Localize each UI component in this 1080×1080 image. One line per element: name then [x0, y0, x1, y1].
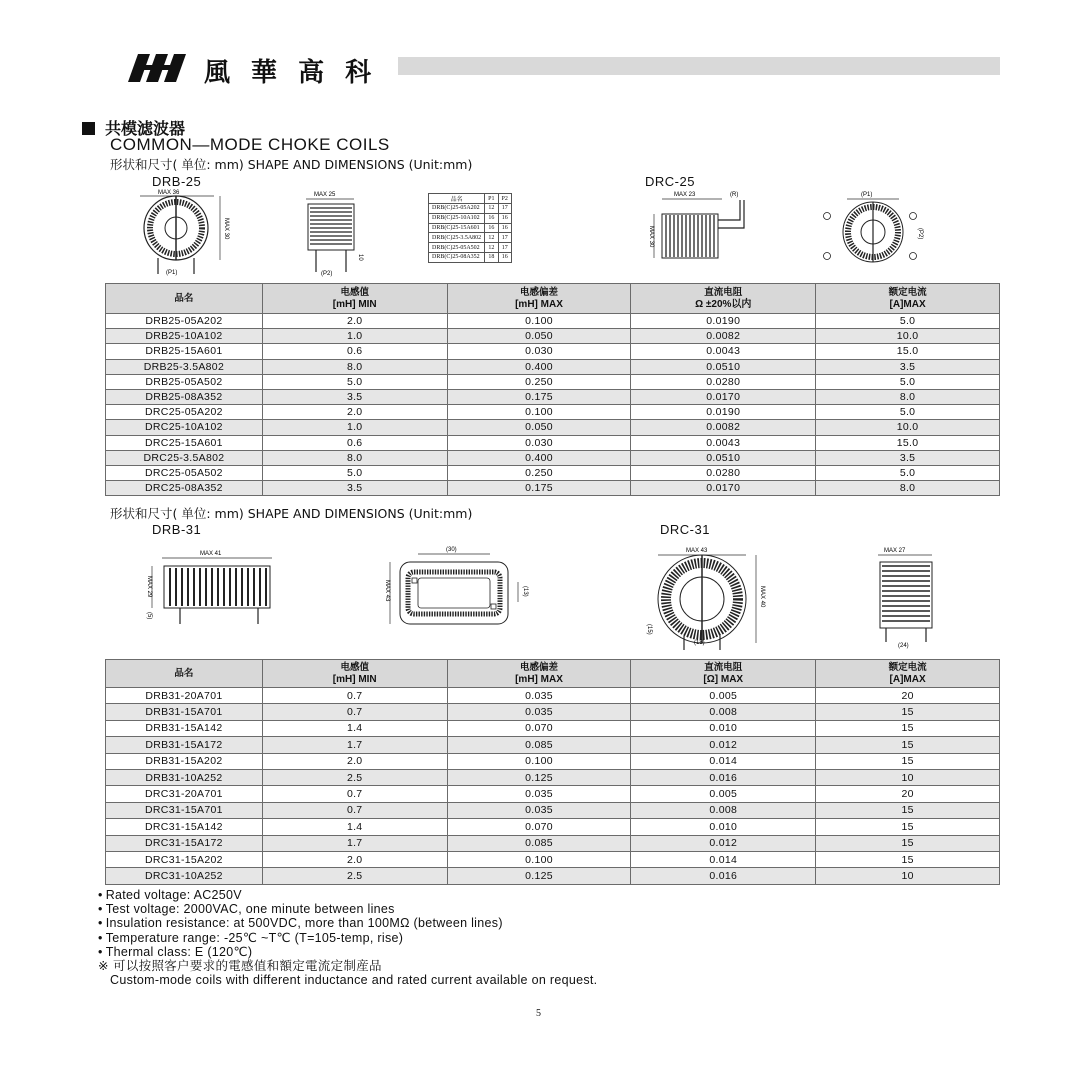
mini-table-header-row — [429, 194, 512, 204]
table-cell: 2.0 — [262, 753, 447, 769]
dim-drb25-side-width: MAX 25 — [314, 192, 336, 198]
dim-drb25-p2: (P2) — [321, 271, 333, 277]
table-cell: 15.0 — [816, 435, 1000, 450]
shape-dimensions-line-2: 形状和尺寸( 单位: mm) SHAPE AND DIMENSIONS (Unit:mm) — [110, 506, 473, 521]
table-row — [106, 704, 1000, 720]
table-cell: 15.0 — [816, 344, 1000, 359]
table-cell: DRB31-15A202 — [106, 753, 263, 769]
table-cell: 0.085 — [447, 737, 631, 753]
bullet-dot: • — [98, 888, 103, 902]
table-header-cell — [631, 660, 816, 688]
table-cell: DRC25-15A601 — [106, 435, 263, 450]
header-unit: [A]MAX — [889, 673, 926, 685]
table-cell: DRB25-15A601 — [106, 344, 263, 359]
table-cell: 15 — [816, 704, 1000, 720]
table-row — [106, 835, 1000, 851]
table-cell: 0.6 — [262, 435, 447, 450]
mini-table-cell: 12 — [485, 243, 498, 253]
table-cell: 0.400 — [447, 359, 631, 374]
table-cell: 5.0 — [816, 465, 1000, 480]
dim-drc31-side-pitch: (24) — [898, 643, 909, 649]
dim-drc25-width: MAX 23 — [674, 192, 696, 198]
table-cell: DRC25-3.5A802 — [106, 450, 263, 465]
drb25-front-drawing — [128, 188, 238, 278]
drb25-side-drawing — [296, 190, 376, 280]
custom-note-en: Custom-mode coils with different inductance and rated current available on request. — [110, 973, 598, 988]
table-cell: 0.014 — [631, 851, 816, 867]
table-cell: 0.0082 — [631, 420, 816, 435]
table-cell: 3.5 — [816, 450, 1000, 465]
mini-table-cell: DRB(C)25-10A102 — [429, 213, 485, 223]
table-cell: 0.050 — [447, 329, 631, 344]
table-cell: 0.030 — [447, 435, 631, 450]
table-cell: 8.0 — [816, 481, 1000, 496]
header-cn: 品名 — [174, 667, 194, 679]
table-cell: 0.7 — [262, 688, 447, 704]
table-cell: 0.125 — [447, 868, 631, 884]
table-cell: 3.5 — [262, 389, 447, 404]
section-title-cn-text: 共模滤波器 — [105, 119, 186, 138]
table-cell: DRC25-05A202 — [106, 405, 263, 420]
table-cell: 8.0 — [262, 359, 447, 374]
table-cell: 0.400 — [447, 450, 631, 465]
table-cell: 0.0280 — [631, 465, 816, 480]
table-cell: 5.0 — [816, 405, 1000, 420]
dim-drc31-side-width: MAX 27 — [884, 548, 906, 554]
table-cell: 0.014 — [631, 753, 816, 769]
mini-table-row — [429, 223, 512, 233]
model-label-drc25: DRC-25 — [645, 174, 695, 189]
table-cell: 0.0043 — [631, 344, 816, 359]
table-cell: DRC31-15A202 — [106, 851, 263, 867]
header-cn: 品名 — [174, 292, 194, 304]
mini-table-cell: 12 — [485, 204, 498, 214]
drc31-front-drawing — [640, 544, 780, 654]
table-cell: 0.070 — [447, 819, 631, 835]
note-text: Temperature range: -25℃ ~T℃ (T=105-temp, rise) — [105, 930, 404, 945]
page-number: 5 — [536, 1008, 541, 1019]
table-header-cell — [106, 284, 263, 314]
notes-block — [98, 888, 597, 987]
table-cell: 0.035 — [447, 802, 631, 818]
table-cell: 0.0170 — [631, 481, 816, 496]
table-cell: 1.0 — [262, 420, 447, 435]
dim-drb25-width: MAX 36 — [158, 190, 180, 196]
table-row — [106, 868, 1000, 884]
header-unit: [mH] MIN — [332, 673, 377, 685]
mini-table-cell: 17 — [498, 204, 511, 214]
mini-table-cell: 16 — [498, 252, 511, 262]
header-cn: 电感值 — [340, 286, 369, 298]
table-cell: 0.0280 — [631, 374, 816, 389]
table-cell: 0.0510 — [631, 359, 816, 374]
mini-table-header-cell: P1 — [485, 194, 498, 204]
header-cn: 电感偏差 — [519, 286, 558, 298]
table-cell: DRB31-10A252 — [106, 769, 263, 785]
table-cell: 15 — [816, 737, 1000, 753]
table-cell: 0.010 — [631, 819, 816, 835]
table-cell: 15 — [816, 720, 1000, 736]
table-cell: 0.050 — [447, 420, 631, 435]
mini-table-cell: 17 — [498, 233, 511, 243]
mini-table-row — [429, 252, 512, 262]
header-cn: 额定电流 — [888, 661, 927, 673]
mini-table-cell: 16 — [498, 213, 511, 223]
table-cell: 10.0 — [816, 329, 1000, 344]
dim-drb31-width: MAX 41 — [200, 551, 222, 557]
table-cell: 8.0 — [816, 389, 1000, 404]
dim-drb25-lead: 10 — [357, 254, 363, 261]
table-cell: 15 — [816, 802, 1000, 818]
dim-drb25-height: MAX 30 — [223, 218, 229, 240]
table-header-cell — [816, 284, 1000, 314]
table-cell: 0.016 — [631, 769, 816, 785]
table-row — [106, 420, 1000, 435]
dim-drb31-gap: (13) — [522, 586, 528, 597]
table-cell: DRC31-15A172 — [106, 835, 263, 851]
header-unit: Ω ±20%以内 — [695, 298, 752, 310]
table-cell: 2.0 — [262, 851, 447, 867]
table-cell: DRB31-20A701 — [106, 688, 263, 704]
table-header-cell — [816, 660, 1000, 688]
table-row — [106, 851, 1000, 867]
model-label-drb31: DRB-31 — [152, 522, 202, 537]
drb31-front-drawing — [140, 548, 280, 630]
brand-name: 風 華 高 科 — [204, 58, 378, 88]
table-cell: 0.005 — [631, 688, 816, 704]
dim-drc31-lead: (15) — [646, 624, 652, 635]
table-cell: 5.0 — [816, 374, 1000, 389]
table-cell: DRC31-15A142 — [106, 819, 263, 835]
table-cell: 0.012 — [631, 737, 816, 753]
mini-table-row — [429, 233, 512, 243]
mini-table-cell: DRB(C)25-05A502 — [429, 243, 485, 253]
table-row — [106, 405, 1000, 420]
header-unit: [mH] MAX — [515, 673, 563, 685]
table-cell: 0.0082 — [631, 329, 816, 344]
table-row — [106, 819, 1000, 835]
table-row — [106, 481, 1000, 496]
table-cell: 15 — [816, 835, 1000, 851]
table-header-cell — [106, 660, 263, 688]
table-cell: 10 — [816, 868, 1000, 884]
table-cell: 0.035 — [447, 704, 631, 720]
dim-drb31-top-height: MAX 43 — [384, 580, 390, 602]
table-cell: 20 — [816, 688, 1000, 704]
dim-drb25-p1: (P1) — [166, 270, 178, 276]
table-row — [106, 314, 1000, 329]
table-cell: 0.6 — [262, 344, 447, 359]
table-header-cell — [262, 284, 447, 314]
header-bar — [398, 57, 1000, 75]
mini-table-cell: DRB(C)25-3.5A802 — [429, 233, 485, 243]
drb31-top-drawing — [372, 544, 542, 634]
table-cell: 15 — [816, 753, 1000, 769]
dim-drc25-height: MAX 30 — [648, 226, 654, 248]
table-cell: DRB25-05A202 — [106, 314, 263, 329]
table-cell: 0.010 — [631, 720, 816, 736]
table-cell: 0.012 — [631, 835, 816, 851]
table-header-cell — [262, 660, 447, 688]
table-header-cell — [447, 284, 631, 314]
table-cell: DRB25-05A502 — [106, 374, 263, 389]
table-cell: 10 — [816, 769, 1000, 785]
table-cell: DRB25-10A102 — [106, 329, 263, 344]
table-header-cell — [631, 284, 816, 314]
table-row — [106, 450, 1000, 465]
bullet-dot: • — [98, 902, 103, 917]
table-row — [106, 344, 1000, 359]
note-text: Test voltage: 2000VAC, one minute between lines — [105, 902, 395, 917]
dim-drc25-r: (R) — [730, 192, 739, 198]
table-cell: 0.0043 — [631, 435, 816, 450]
dim-drb31-height: MAX 29 — [146, 576, 152, 598]
table-cell: 0.005 — [631, 786, 816, 802]
company-logo — [120, 52, 190, 82]
table-cell: 0.175 — [447, 389, 631, 404]
dim-drb31-lead: (5) — [146, 612, 152, 620]
model-label-drb25: DRB-25 — [152, 174, 202, 189]
table-cell: 0.085 — [447, 835, 631, 851]
table-cell: 0.035 — [447, 688, 631, 704]
mini-pin-table — [428, 193, 512, 263]
table-row — [106, 720, 1000, 736]
dim-drc31-pitch: (18) — [694, 640, 705, 646]
table-cell: 1.7 — [262, 737, 447, 753]
note-item — [98, 916, 597, 930]
dim-drc31-height: MAX 40 — [759, 586, 765, 608]
mini-table-cell: 12 — [485, 233, 498, 243]
table-row — [106, 737, 1000, 753]
table-cell: 3.5 — [262, 481, 447, 496]
table-cell: 0.008 — [631, 704, 816, 720]
table-cell: 0.175 — [447, 481, 631, 496]
table-cell: DRC31-20A701 — [106, 786, 263, 802]
header-unit: [A]MAX — [889, 298, 926, 310]
note-item — [98, 902, 597, 916]
header-unit: [mH] MAX — [515, 298, 563, 310]
page-header — [120, 50, 1000, 88]
spec-table-31-series — [105, 659, 1000, 885]
mini-table-row — [429, 213, 512, 223]
header-cn: 额定电流 — [888, 286, 927, 298]
table-row — [106, 374, 1000, 389]
table-cell: 5.0 — [262, 465, 447, 480]
mini-table-row — [429, 204, 512, 214]
table-cell: 0.125 — [447, 769, 631, 785]
table-cell: 5.0 — [816, 314, 1000, 329]
dim-drc25-p2: (P2) — [917, 228, 923, 240]
table-cell: DRB25-3.5A802 — [106, 359, 263, 374]
table-row — [106, 389, 1000, 404]
table-cell: DRB31-15A142 — [106, 720, 263, 736]
table-cell: 2.0 — [262, 405, 447, 420]
drc31-side-drawing — [866, 544, 946, 650]
header-unit: [mH] MIN — [332, 298, 377, 310]
note-item — [98, 888, 597, 902]
note-text: Thermal class: E (120℃) — [105, 944, 253, 959]
bullet-dot: • — [98, 944, 103, 959]
bullet-square — [82, 122, 95, 135]
mini-table-cell: DRB(C)25-08A352 — [429, 252, 485, 262]
table-row — [106, 435, 1000, 450]
table-cell: 0.016 — [631, 868, 816, 884]
dim-drc25-p1: (P1) — [861, 192, 873, 198]
table-row — [106, 802, 1000, 818]
mini-table-cell: 16 — [498, 223, 511, 233]
table-cell: 3.5 — [816, 359, 1000, 374]
table-cell: 0.7 — [262, 704, 447, 720]
table-row — [106, 329, 1000, 344]
table-cell: 0.100 — [447, 753, 631, 769]
table-cell: DRB31-15A172 — [106, 737, 263, 753]
table-cell: DRB31-15A701 — [106, 704, 263, 720]
table-cell: 0.030 — [447, 344, 631, 359]
table-cell: 0.100 — [447, 851, 631, 867]
table-cell: 1.4 — [262, 819, 447, 835]
header-cn: 电感偏差 — [519, 661, 558, 673]
dim-drb31-top-width: (30) — [446, 547, 457, 553]
drc25-top-drawing — [815, 188, 925, 268]
table-cell: 0.250 — [447, 465, 631, 480]
mini-table-cell: 16 — [485, 223, 498, 233]
bullet-dot: • — [98, 916, 103, 931]
custom-note-cn: ※ 可以按照客户要求的電感值和額定電流定制産品 — [98, 958, 382, 974]
table-cell: 0.100 — [447, 314, 631, 329]
table-cell: 0.008 — [631, 802, 816, 818]
table-cell: 0.070 — [447, 720, 631, 736]
table-cell: 0.0190 — [631, 314, 816, 329]
dim-drc31-width: MAX 43 — [686, 548, 708, 554]
table-cell: 15 — [816, 851, 1000, 867]
table-cell: 0.7 — [262, 802, 447, 818]
table-cell: DRC25-08A352 — [106, 481, 263, 496]
note-item — [98, 931, 597, 945]
table-row — [106, 753, 1000, 769]
header-cn: 直流电阻 — [704, 661, 743, 673]
table-header-cell — [447, 660, 631, 688]
table-cell: 2.0 — [262, 314, 447, 329]
mini-table-cell: 18 — [485, 252, 498, 262]
table-cell: 0.7 — [262, 786, 447, 802]
table-row — [106, 769, 1000, 785]
header-cn: 电感值 — [340, 661, 369, 673]
mini-table-cell: DRB(C)25-15A601 — [429, 223, 485, 233]
table-cell: 0.0510 — [631, 450, 816, 465]
table-cell: 1.7 — [262, 835, 447, 851]
table-cell: 2.5 — [262, 868, 447, 884]
mini-table-row — [429, 243, 512, 253]
header-unit: [Ω] MAX — [703, 673, 744, 685]
mini-table-cell: DRB(C)25-05A202 — [429, 204, 485, 214]
table-row — [106, 465, 1000, 480]
table-cell: DRC31-10A252 — [106, 868, 263, 884]
table-cell: 20 — [816, 786, 1000, 802]
drc25-side-drawing — [632, 188, 752, 268]
notes-list — [98, 888, 597, 959]
mini-table-cell: 16 — [485, 213, 498, 223]
table-cell: DRC31-15A701 — [106, 802, 263, 818]
table-cell: 0.0190 — [631, 405, 816, 420]
table-cell: 1.4 — [262, 720, 447, 736]
table-cell: 0.035 — [447, 786, 631, 802]
table-cell: DRC25-10A102 — [106, 420, 263, 435]
table-row — [106, 359, 1000, 374]
table-cell: 0.100 — [447, 405, 631, 420]
table-cell: 0.250 — [447, 374, 631, 389]
note-item — [98, 945, 597, 959]
header-cn: 直流电阻 — [704, 286, 743, 298]
table-cell: DRB25-08A352 — [106, 389, 263, 404]
spec-table-25-series — [105, 283, 1000, 496]
mini-table-cell: 17 — [498, 243, 511, 253]
table-cell: 0.0170 — [631, 389, 816, 404]
table-row — [106, 786, 1000, 802]
table-row — [106, 688, 1000, 704]
table-cell: 1.0 — [262, 329, 447, 344]
note-text: Insulation resistance: at 500VDC, more than 100MΩ (between lines) — [105, 916, 503, 931]
note-text: Rated voltage: AC250V — [105, 888, 242, 902]
bullet-dot: • — [98, 930, 103, 945]
table-cell: 2.5 — [262, 769, 447, 785]
shape-dimensions-line-1: 形状和尺寸( 单位: mm) SHAPE AND DIMENSIONS (Unit:mm) — [110, 157, 473, 172]
table-cell: 8.0 — [262, 450, 447, 465]
table-cell: 10.0 — [816, 420, 1000, 435]
table-cell: 5.0 — [262, 374, 447, 389]
table-cell: DRC25-05A502 — [106, 465, 263, 480]
mini-table-header-cell: P2 — [498, 194, 511, 204]
table-cell: 15 — [816, 819, 1000, 835]
mini-table-header-cell: 品名 — [429, 194, 485, 204]
section-title-en: COMMON—MODE CHOKE COILS — [110, 135, 390, 154]
model-label-drc31: DRC-31 — [660, 522, 710, 537]
